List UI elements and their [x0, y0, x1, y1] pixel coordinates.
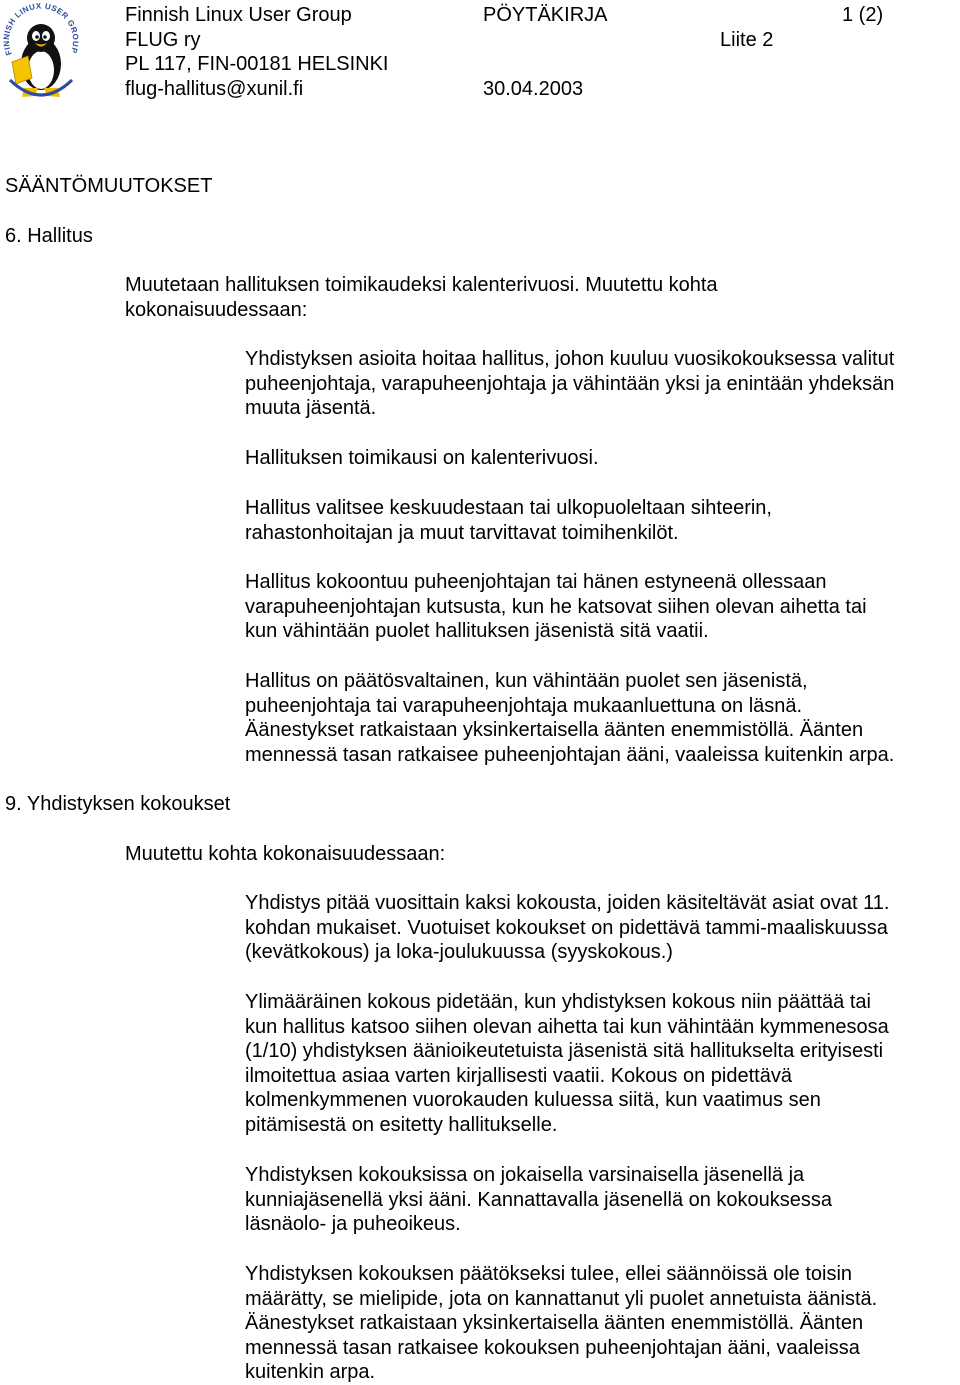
paragraph-line: ilmoitettua asiaa varten kirjallisesti vaatii. Kokous on pidettävä	[245, 1064, 792, 1087]
paragraph-line: Yhdistys pitää vuosittain kaksi kokousta, joiden käsiteltävät asiat ovat 11.	[245, 892, 890, 914]
paragraph-line: puheenjohtaja, varapuheenjohtaja ja vähintään yksi ja enintään yhdeksän	[245, 372, 895, 395]
logo-ring-text: FINNISH LINUX USER GROUP	[2, 2, 80, 57]
flug-penguin-logo-icon	[2, 2, 80, 112]
paragraph-line: läsnäolo- ja puheoikeus.	[245, 1213, 461, 1235]
section-9-paragraph	[245, 990, 957, 1137]
section-6-intro-line: Muutetaan hallituksen toimikaudeksi kalenterivuosi. Muutettu kohta	[125, 274, 718, 296]
paragraph-line: määrätty, se mielipide, jota on kannattanut yli puolet annetuista äänistä.	[245, 1287, 878, 1310]
paragraph-line: Hallitus valitsee keskuudestaan tai ulkopuoleltaan sihteerin,	[245, 497, 772, 519]
paragraph-line: Ylimääräinen kokous pidetään, kun yhdistyksen kokous niin päättää tai	[245, 991, 871, 1013]
paragraph-line: kolmenkymmenen vuorokauden kuluessa siitä, kun vaatimus sen	[245, 1089, 821, 1111]
section-6-intro-line: kokonaisuudessaan:	[125, 299, 308, 321]
paragraph-line: Yhdistyksen kokouksen päätökseksi tulee, ellei säännöissä ole toisin	[245, 1263, 853, 1285]
header-org-short: FLUG ry	[125, 29, 201, 51]
document-title: SÄÄNTÖMUUTOKSET	[5, 175, 213, 197]
paragraph-line: Hallitus on päätösvaltainen, kun vähintään puolet sen jäsenistä,	[245, 670, 808, 692]
section-6-paragraph	[245, 669, 957, 767]
paragraph-line: mennessä tasan ratkaisee kokouksen puheenjohtajan ääni, vaaleissa	[245, 1336, 860, 1359]
header-email: flug-hallitus@xunil.fi	[125, 78, 304, 100]
paragraph-line: Äänestykset ratkaistaan yksinkertaisella äänten enemmistöllä. Äänten	[245, 1312, 864, 1334]
paragraph-line: muuta jäsentä.	[245, 397, 377, 419]
paragraph-line: Äänestykset ratkaistaan yksinkertaisella äänten enemmistöllä. Äänten	[245, 719, 864, 741]
paragraph-line: Yhdistyksen kokouksissa on jokaisella varsinaisella jäsenellä ja	[245, 1164, 805, 1186]
paragraph-line: kunniajäsenellä yksi ääni. Kannattavalla jäsenellä on kokouksessa	[245, 1188, 833, 1211]
paragraph-line: pitämisestä on esitetty hallitukselle.	[245, 1113, 558, 1136]
header-page-number: 1 (2)	[842, 4, 884, 26]
section-9-paragraph	[245, 1163, 957, 1237]
paragraph-line: varapuheenjohtajan kutsusta, kun he katsovat siihen olevan aihetta tai	[245, 595, 867, 618]
section-9-intro: Muutettu kohta kokonaisuudessaan:	[125, 843, 446, 865]
header-attachment: Liite 2	[720, 29, 774, 51]
section-9-paragraph	[245, 891, 957, 965]
paragraph-line: (1/10) yhdistyksen äänioikeutetuista jäsenistä sitä hallitukselta erityisesti	[245, 1040, 884, 1062]
header-address: PL 117, FIN-00181 HELSINKI	[125, 53, 389, 75]
paragraph-line: (kevätkokous) ja loka-joulukuussa (syyskokous.)	[245, 941, 673, 963]
paragraph-line: Hallituksen toimikausi on kalenterivuosi.	[245, 447, 599, 469]
paragraph-line: kuitenkin arpa.	[245, 1361, 376, 1383]
paragraph-line: kun vähintään puolet hallituksen jäsenistä sitä vaatii.	[245, 620, 709, 642]
paragraph-line: Hallitus kokoontuu puheenjohtajan tai hänen estyneenä ollessaan	[245, 571, 827, 593]
paragraph-line: kun hallitus katsoo siihen olevan aihetta tai kun vähintään kymmenesosa	[245, 1015, 889, 1038]
paragraph-line: puheenjohtaja tai varapuheenjohtaja mukaanluettuna on läsnä.	[245, 694, 803, 717]
paragraph-line: rahastonhoitajan ja muut tarvittavat toimihenkilöt.	[245, 521, 679, 544]
section-6-paragraph	[245, 570, 957, 644]
section-6-paragraph	[245, 446, 957, 471]
section-6-paragraph	[245, 347, 957, 421]
header-org-name: Finnish Linux User Group	[125, 4, 352, 26]
paragraph-line: Yhdistyksen asioita hoitaa hallitus, johon kuuluu vuosikokouksessa valitut	[245, 348, 895, 370]
paragraph-line: mennessä tasan ratkaisee puheenjohtajan ääni, vaaleissa kuitenkin arpa.	[245, 743, 895, 766]
section-6-heading: 6. Hallitus	[5, 225, 93, 247]
section-9-paragraph	[245, 1262, 957, 1385]
header-date: 30.04.2003	[483, 78, 584, 100]
section-6-paragraph	[245, 496, 957, 545]
section-9-heading: 9. Yhdistyksen kokoukset	[5, 793, 231, 815]
paragraph-line: kohdan mukaiset. Vuotuiset kokoukset on pidettävä tammi-maaliskuussa	[245, 916, 888, 939]
header-doc-type: PÖYTÄKIRJA	[483, 4, 608, 26]
